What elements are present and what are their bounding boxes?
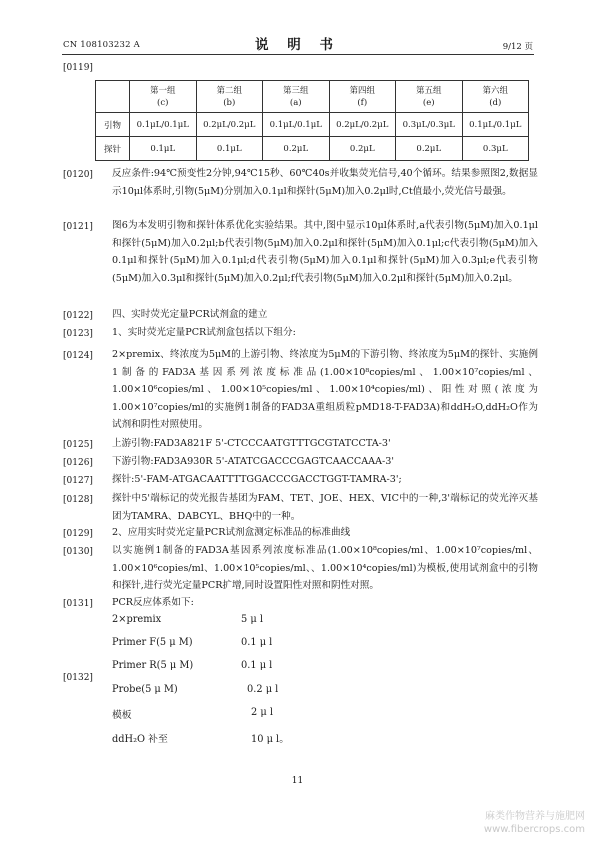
page-number: 11	[291, 776, 304, 786]
group-header-cell	[462, 81, 529, 113]
pcr-component-value: 0.1 μ l	[241, 637, 273, 648]
paragraph-label-0131: [0131]	[63, 599, 93, 609]
group-code: (c)	[157, 97, 169, 108]
group-table	[95, 80, 529, 161]
group-code: (b)	[223, 97, 236, 108]
group-name: 第二组	[216, 85, 242, 96]
paragraph-label-0122: [0122]	[63, 311, 93, 321]
pcr-component-name: Primer R(5 μ M)	[112, 660, 194, 671]
document-title: 说 明 书	[255, 37, 340, 53]
pcr-component-name: ddH₂O 补至	[112, 734, 168, 745]
paragraph-label-0123: [0123]	[63, 329, 93, 339]
group-name: 第四组	[349, 85, 375, 96]
group-header-cell	[130, 81, 197, 113]
table-cell: 0.3μL	[462, 137, 529, 161]
table-header-row	[96, 81, 529, 113]
paragraph-0121: 图6为本发明引物和探针体系优化实验结果。其中,图中显示10μl体系时,a代表引物(5μM)加入0.1μl和探针(5μM)加入0.2μl;b代表引物(5μM)加入0.2μl和探针(5μM)加入0.1μl;c代表引物(5μM)加入0.1μl和探针(5μM)加入0.1μl;d代表引物(5μM)加入0.1μl和探针(5μM)加入0.3μl;e代表引物(5μM)加入0.3μl和探针(5μM)加入0.2μl;f代表引物(5μM)加入0.2μl和探针(5μM)加入0.2μl。	[112, 220, 538, 284]
pcr-component-name: 2×premix	[112, 614, 162, 625]
table-row-probe	[96, 137, 529, 161]
paragraph-0122: 四、实时荧光定量PCR试剂盒的建立	[112, 309, 268, 320]
table-cell: 0.1μL	[130, 137, 197, 161]
group-header-cell	[196, 81, 263, 113]
pcr-component-value: 0.1 μ l	[241, 660, 273, 671]
paragraph-0123: 1、实时荧光定量PCR试剂盒包括以下组分:	[112, 327, 296, 338]
pcr-component-name: Probe(5 μ M)	[112, 684, 178, 695]
table-cell: 0.2μL	[396, 137, 463, 161]
paragraph-0129: 2、应用实时荧光定量PCR试剂盒测定标准品的标准曲线	[112, 527, 351, 538]
paragraph-0127: 探针:5'-FAM-ATGACAATTTTGGACCCGACCTGGT-TAMRA-3';	[112, 474, 402, 485]
table-corner-cell	[96, 81, 130, 113]
table-cell: 0.2μL/0.2μL	[196, 113, 263, 137]
page-info: 9/12 页	[502, 42, 533, 52]
group-header-cell	[329, 81, 396, 113]
row-label-primer: 引物	[96, 113, 130, 137]
table-cell: 0.2μL	[329, 137, 396, 161]
group-name: 第五组	[415, 85, 442, 96]
paragraph-0126: 下游引物:FAD3A930R 5'-ATATCGACCCGAGTCAACCAAA-3'	[112, 456, 394, 467]
paragraph-label-0128: [0128]	[63, 495, 93, 505]
pcr-component-name: Primer F(5 μ M)	[112, 637, 193, 648]
paragraph-label-0130: [0130]	[63, 547, 93, 557]
table-cell: 0.1μL/0.1μL	[462, 113, 529, 137]
group-header-cell	[263, 81, 330, 113]
paragraph-0125: 上游引物:FAD3A821F 5'-CTCCCAATGTTTGCGTATCCTA-3'	[112, 438, 391, 449]
group-name: 第一组	[149, 85, 176, 96]
paragraph-label-0119: [0119]	[63, 63, 93, 73]
paragraph-label-0124: [0124]	[63, 351, 93, 361]
group-header-cell	[396, 81, 463, 113]
paragraph-label-0126: [0126]	[63, 458, 93, 468]
paragraph-label-0120: [0120]	[63, 170, 93, 180]
table-cell: 0.1μL/0.1μL	[130, 113, 197, 137]
paragraph-0130: 以实施例1制备的FAD3A基因系列浓度标准品(1.00×10⁸copies/ml、1.00×10⁷copies/ml、1.00×10⁶copies/ml、1.00×10⁵copies/ml、、1.00×10⁴copies/ml)为模板,使用试剂盒中的引物和探针,进行荧光定量PCR扩增,同时设置阳性对照和阴性对照。	[112, 545, 538, 591]
table-row-primer	[96, 113, 529, 137]
paragraph-0131: PCR反应体系如下:	[112, 597, 194, 608]
group-code: (d)	[489, 97, 502, 108]
table-cell: 0.1μL/0.1μL	[263, 113, 330, 137]
paragraph-label-0121: [0121]	[63, 222, 93, 232]
group-name: 第三组	[282, 85, 309, 96]
watermark-line-2: www.fibercrops.com	[483, 824, 585, 835]
header-divider	[62, 54, 534, 55]
watermark-line-1: 麻类作物营养与施肥网	[485, 811, 585, 822]
patent-number: CN 108103232 A	[63, 40, 140, 50]
paragraph-label-0129: [0129]	[63, 529, 93, 539]
table-cell: 0.2μL/0.2μL	[329, 113, 396, 137]
paragraph-0128: 探针中5'端标记的荧光报告基团为FAM、TET、JOE、HEX、VIC中的一种,3'端标记的荧光淬灭基团为TAMRA、DABCYL、BHQ中的一种。	[112, 493, 538, 522]
paragraph-0124: 2×premix、终浓度为5μM的上游引物、终浓度为5μM的下游引物、终浓度为5μM的探针、实施例1制备的FAD3A基因系列浓度标准品(1.00×10⁸copies/ml、1.00×10⁷copies/ml、1.00×10⁶copies/ml、1.00×10⁵copies/ml、1.00×10⁴copies/ml)、阳性对照(浓度为1.00×10⁷copies/ml的实施例1制备的FAD3A重组质粒pMD18-T-FAD3A)和ddH₂O,ddH₂O作为试剂和阴性对照使用。	[112, 349, 538, 430]
paragraph-label-0125: [0125]	[63, 440, 93, 450]
pcr-component-value: 0.2 μ l	[247, 684, 279, 695]
pcr-component-value: 2 μ l	[251, 707, 273, 718]
table-cell: 0.3μL/0.3μL	[396, 113, 463, 137]
watermark	[484, 810, 585, 836]
pcr-component-value: 5 μ l	[241, 614, 263, 625]
group-name: 第六组	[482, 85, 508, 96]
paragraph-label-0127: [0127]	[63, 476, 93, 486]
table-cell: 0.1μL	[196, 137, 263, 161]
pcr-component-name: 模板	[112, 710, 132, 721]
table-cell: 0.2μL	[263, 137, 330, 161]
group-code: (a)	[289, 97, 302, 108]
pcr-component-value: 10 μ l。	[251, 734, 289, 745]
paragraph-label-0132: [0132]	[63, 673, 93, 683]
paragraph-0120: 反应条件:94℃预变性2分钟,94℃15秒、60℃40s并收集荧光信号,40个循环。结果参照图2,数据显示10μl体系时,引物(5μM)分别加入0.1μl和探针(5μM)加入0.2μl时,Ct值最小,荧光信号最强。	[112, 168, 538, 197]
group-code: (e)	[422, 97, 435, 108]
row-label-probe: 探针	[96, 137, 130, 161]
group-code: (f)	[357, 97, 368, 108]
